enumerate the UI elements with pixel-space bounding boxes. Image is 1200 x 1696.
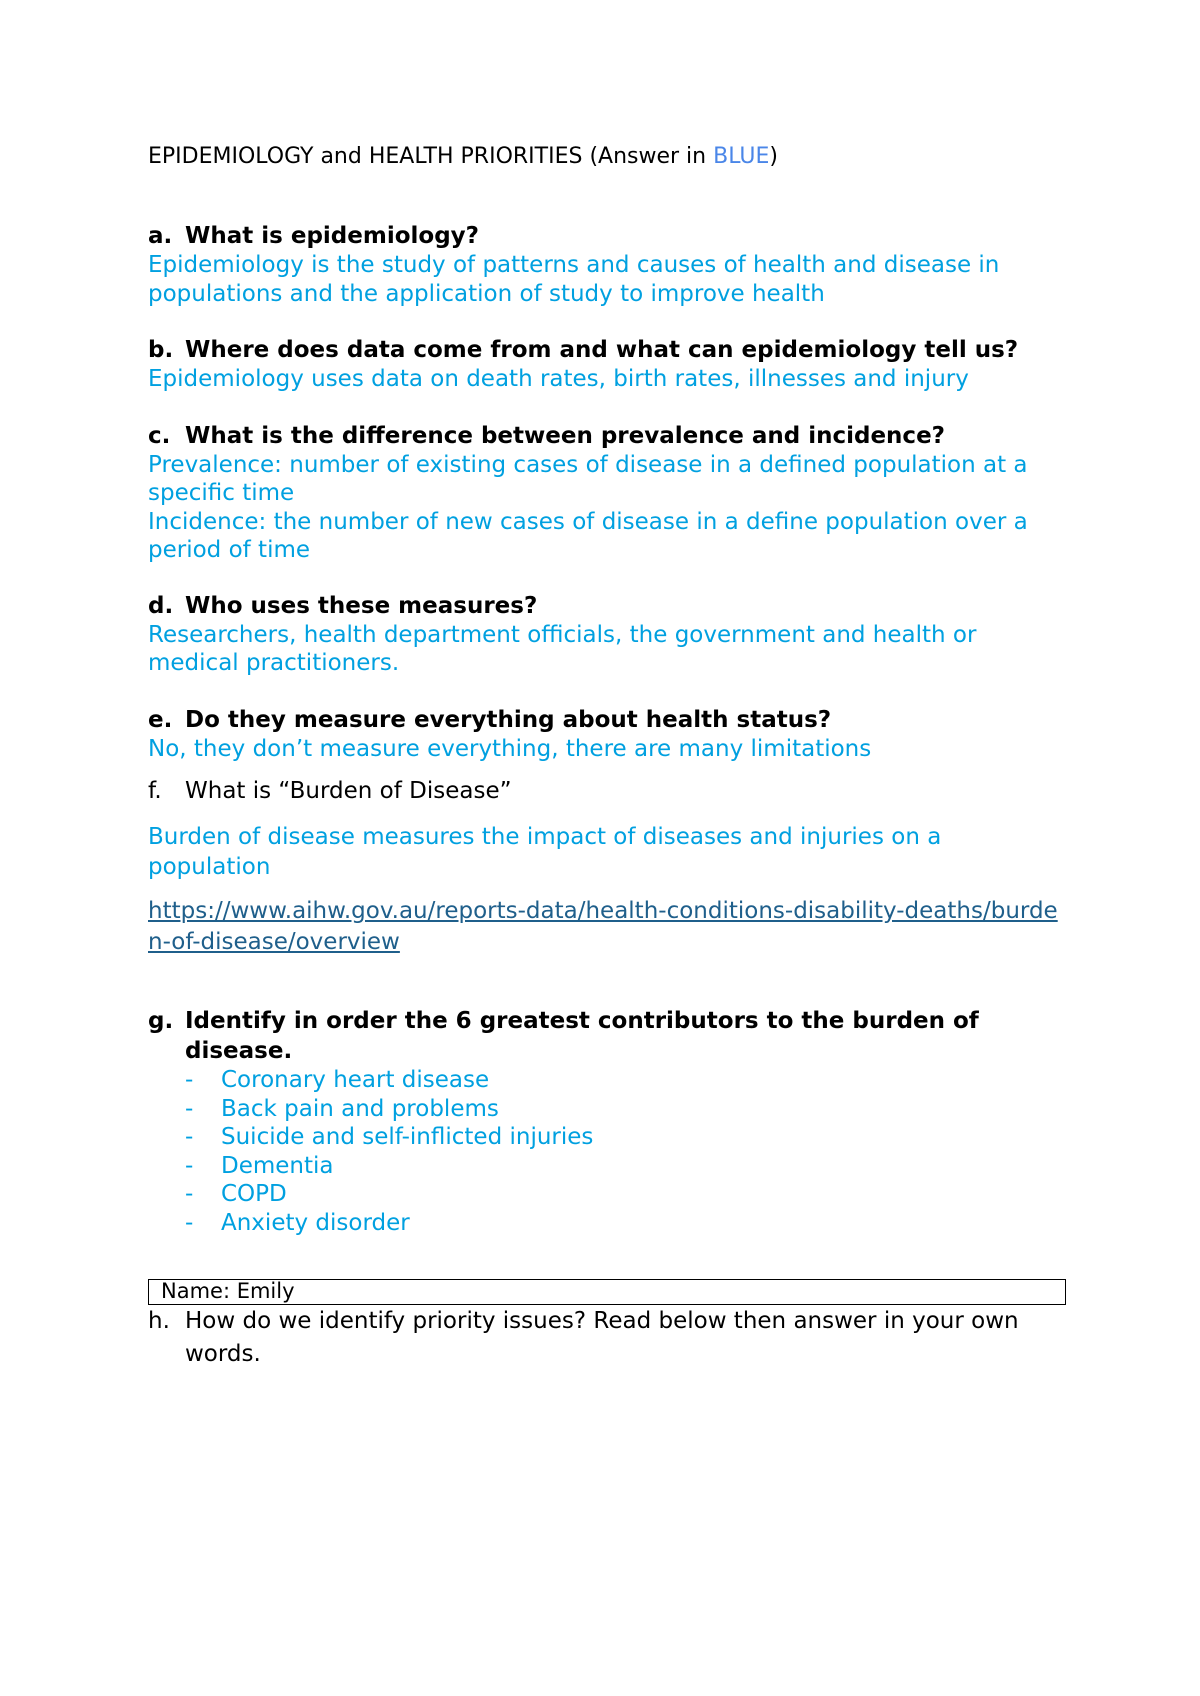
question-f — [148, 777, 1068, 806]
answer-c-prevalence: Prevalence: number of existing cases of disease in a defined population at a specific time — [148, 451, 1028, 506]
list-item-text: Dementia — [221, 1152, 334, 1179]
dash-bullet: - — [185, 1152, 194, 1179]
question-c — [148, 422, 1068, 451]
answer-e: No, they don’t measure everything, there are many limitations — [148, 735, 872, 762]
question-letter: e. — [148, 706, 173, 733]
question-letter: d. — [148, 592, 174, 619]
answer-f: Burden of disease measures the impact of diseases and injuries on a population — [148, 824, 942, 880]
question-g — [148, 1006, 1068, 1066]
question-text: What is “Burden of Disease” — [185, 778, 512, 804]
burden-of-disease-link[interactable] — [148, 896, 1068, 958]
question-text: Identify in order the 6 greatest contributors to the burden of disease. — [185, 1008, 979, 1064]
question-text: Who uses these measures? — [185, 592, 538, 619]
question-letter: f. — [148, 778, 162, 804]
question-text: How do we identify priority issues? Read below then answer in your own words. — [185, 1308, 1019, 1367]
answer-c-incidence: Incidence: the number of new cases of disease in a define population over a period of time — [148, 508, 1028, 563]
list-item-text: Anxiety disorder — [221, 1209, 410, 1236]
list-item — [185, 1123, 1068, 1152]
question-text: Where does data come from and what can epidemiology tell us? — [185, 337, 1019, 363]
question-d — [148, 592, 1068, 621]
question-letter: a. — [148, 223, 173, 249]
question-h — [148, 1305, 1068, 1371]
list-item-text: Back pain and problems — [221, 1095, 499, 1122]
question-letter: g. — [148, 1008, 174, 1034]
burden-contributors-list — [148, 1066, 1068, 1237]
list-item-text: COPD — [221, 1181, 287, 1207]
list-item-text: Suicide and self-inflicted injuries — [221, 1124, 594, 1150]
answer-a: Epidemiology is the study of patterns and causes of health and disease in populations and the application of study to improve health — [148, 252, 1000, 307]
question-letter: c. — [148, 422, 171, 449]
link-text[interactable]: https://www.aihw.gov.au/reports-data/health-conditions-disability-deaths/burden-of-disease/overview — [148, 898, 1058, 955]
title-text: EPIDEMIOLOGY and HEALTH PRIORITIES (Answer in — [148, 144, 714, 169]
question-letter: h. — [148, 1308, 170, 1334]
question-b — [148, 336, 1068, 365]
dash-bullet: - — [185, 1124, 194, 1150]
name-text: Name: Emily — [161, 1279, 295, 1303]
list-item-text: Coronary heart disease — [221, 1067, 490, 1093]
list-item — [185, 1209, 1068, 1238]
question-text: What is epidemiology? — [185, 223, 479, 249]
list-item — [185, 1152, 1068, 1181]
dash-bullet: - — [185, 1067, 194, 1093]
title-blue-word: BLUE — [713, 144, 770, 169]
question-e — [148, 706, 1068, 735]
list-item — [185, 1180, 1068, 1209]
dash-bullet: - — [185, 1209, 194, 1236]
dash-bullet: - — [185, 1095, 194, 1122]
question-text: What is the difference between prevalence and incidence? — [185, 422, 946, 449]
answer-d: Researchers, health department officials, the government and health or medical practitioners. — [148, 621, 977, 676]
title-closing-paren: ) — [769, 144, 778, 169]
dash-bullet: - — [185, 1181, 194, 1207]
document-title — [148, 140, 1068, 174]
list-item — [185, 1066, 1068, 1095]
name-box — [148, 1279, 1066, 1305]
question-letter: b. — [148, 337, 174, 363]
question-text: Do they measure everything about health status? — [185, 706, 832, 733]
question-a — [148, 222, 1068, 251]
document-content — [148, 140, 1068, 1371]
answer-b: Epidemiology uses data on death rates, birth rates, illnesses and injury — [148, 366, 969, 392]
list-item — [185, 1095, 1068, 1124]
